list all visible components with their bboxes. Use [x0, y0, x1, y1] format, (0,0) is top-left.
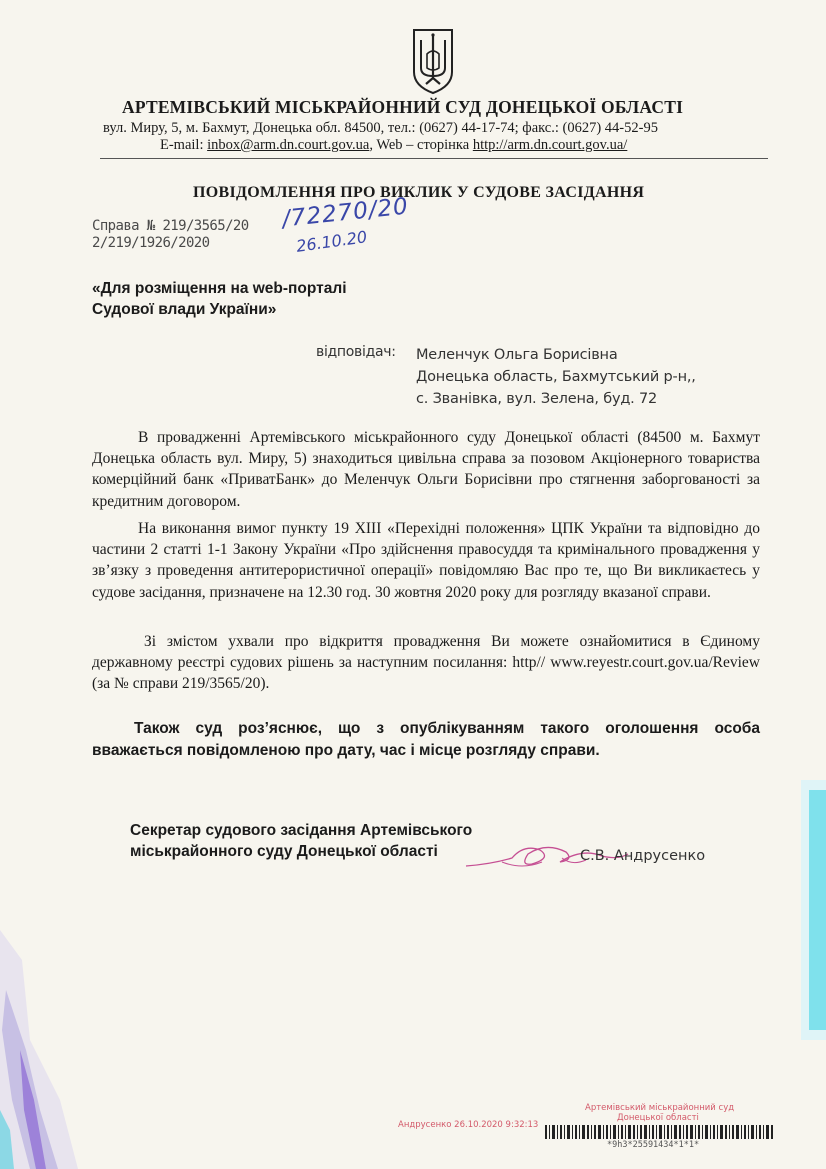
proceeding-number: 2/219/1926/2020 [92, 235, 210, 251]
trident-icon [408, 26, 458, 96]
court-contacts [160, 137, 627, 154]
paragraph-registry-link: Зі змістом ухвали про відкриття провадження Ви можете ознайомитися в Єдиному державному реєстрі судових рішень за наступним посилання: http// www.reyestr.court.gov.ua/Review (за № справи 219/3565/20). [92, 633, 760, 693]
defendant-address-line2: с. Званівка, вул. Зелена, буд. 72 [416, 391, 658, 407]
signatory-name: С.В. Андрусенко [580, 848, 706, 864]
signatory-position [130, 820, 472, 862]
paragraph-case-description: В провадженні Артемівського міськрайонного суду Донецької області (84500 м. Бахмут Донецька область вул. Миру, 5) знаходиться цивільна справа за позовом Акціонерного товариства комерційний банк «ПриватБанк» до Меленчук Ольги Борисівни про стягнення заборгованості за кредитним договором. [92, 429, 760, 510]
court-address: вул. Миру, 5, м. Бахмут, Донецька обл. 84500, тел.: (0627) 44-17-74; факс.: (0627) 44-52-95 [103, 120, 658, 136]
case-number: Справа № 219/3565/20 [92, 218, 249, 234]
portal-note-line1: «Для розміщення на web-порталі [92, 280, 347, 297]
publication-notice: Також суд роз’яснює, що з опублікуванням такого оголошення особа вважається повідомленою про дату, час і місце розгляду справи. [92, 720, 760, 759]
portal-note-line2: Судової влади України» [92, 301, 277, 318]
email-link[interactable]: inbox@arm.dn.court.gov.ua [207, 137, 370, 153]
stamp-court-name: Артемівський міськрайонний суд [585, 1103, 735, 1113]
defendant-name: Меленчук Ольга Борисівна [416, 347, 618, 363]
web-label: , Web – сторінка [369, 137, 473, 153]
barcode-icon [545, 1125, 775, 1139]
web-link[interactable]: http://arm.dn.court.gov.ua/ [472, 137, 628, 153]
court-name: АРТЕМІВСЬКИЙ МІСЬКРАЙОННИЙ СУД ДОНЕЦЬКОЇ ОБЛАСТІ [122, 97, 684, 117]
handwritten-registration-number: /72270/20 [280, 193, 410, 233]
signatory-position-line2: міськрайонного суду Донецької області [130, 843, 438, 860]
defendant-address-line1: Донецька область, Бахмутський р-н,, [416, 369, 696, 385]
signatory-position-line1: Секретар судового засідання Артемівського [130, 822, 473, 839]
case-number-block [92, 218, 249, 252]
email-label: E-mail: [160, 137, 208, 153]
handwritten-registration-date: 26.10.20 [295, 227, 369, 256]
defendant-details [416, 344, 696, 410]
paragraph-summons: На виконання вимог пункту 19 ХІІІ «Перехідні положення» ЦПК України та відповідно до частини 2 статті 1-1 Закону України «Про здійснення правосуддя та кримінального провадження у зв’язку з проведення антитерористичної операції» повідомляю Вас про те, що Ви викликаєтесь у судове засідання, призначене на 12.30 год. 30 жовтня 2020 року для розгляду вказаної справи. [92, 520, 760, 601]
digital-signature-line: Андрусенко 26.10.2020 9:32:13 [398, 1120, 539, 1130]
portal-publication-note [92, 278, 347, 320]
scan-artifact-left [0, 930, 80, 1169]
scan-artifact-right [795, 780, 826, 1040]
header-divider [100, 158, 768, 159]
barcode-text: *9h3*25591434*1*1* [607, 1140, 700, 1150]
defendant-label: відповідач: [316, 344, 396, 360]
stamp-region: Донецької області [617, 1113, 699, 1123]
document-title: ПОВІДОМЛЕННЯ ПРО ВИКЛИК У СУДОВЕ ЗАСІДАННЯ [193, 184, 645, 201]
